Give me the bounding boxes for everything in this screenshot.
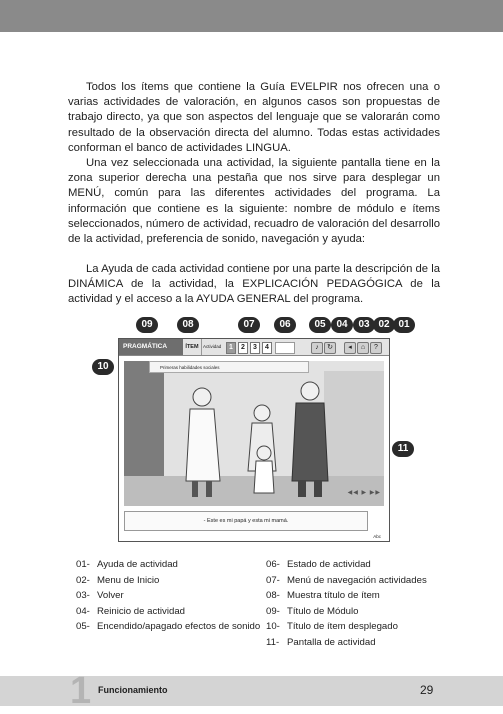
legend-row <box>266 619 457 635</box>
top-band <box>0 0 503 32</box>
intro-text <box>68 80 440 247</box>
sound-toggle-icon[interactable]: ♪ <box>311 342 323 354</box>
activity-status-box <box>275 342 295 354</box>
help-text <box>68 262 440 308</box>
legend-row <box>266 635 457 651</box>
legend-row <box>76 604 267 620</box>
legend-text: Volver <box>97 590 124 602</box>
paragraph-2: Una vez seleccionada una actividad, la siguiente pantalla tiene en la zona superior derecha una pestaña que nos sirve para desplegar un MENÚ, común para las diferentes actividades del programa. La información que contiene es la siguiente: nombre de módulo e ítems seleccionados, número de actividad, recuadro de valoración del desarrollo de la actividad, preferencia de sonido, navegación y ayuda: <box>68 157 440 246</box>
legend-text: Estado de actividad <box>287 559 371 570</box>
activity-number-button[interactable]: 2 <box>238 342 248 354</box>
legend-row <box>76 619 267 635</box>
legend-left <box>76 557 267 635</box>
legend-row <box>266 573 457 589</box>
back-icon[interactable]: ◂ <box>344 342 356 354</box>
legend-num: 08- <box>266 590 280 602</box>
callout-06: 06 <box>274 317 296 333</box>
legend-num: 07- <box>266 574 280 586</box>
activity-menu-bar <box>119 339 389 356</box>
activity-caption: - Este es mi papá y esta mi mamá. <box>124 511 368 531</box>
page-number: 29 <box>420 683 434 697</box>
legend-text: Título de Módulo <box>287 605 359 617</box>
legend-num: 10- <box>266 621 280 633</box>
legend-num: 03- <box>76 590 90 602</box>
legend-row <box>266 557 457 573</box>
paragraph-help: La Ayuda de cada actividad contiene por una parte la descripción de la DINÁMICA de la actividad, la EXPLICACIÓN PEDAGÓGICA de la actividad y el acceso a la AYUDA GENERAL del programa. <box>68 263 441 306</box>
reset-icon[interactable]: ↻ <box>324 342 336 354</box>
scene-illustration <box>124 361 384 506</box>
callout-11: 11 <box>392 441 414 457</box>
legend-text: Muestra título de ítem <box>287 590 380 602</box>
legend-text: Título de ítem desplegado <box>287 621 398 633</box>
activity-number-button[interactable]: 1 <box>226 342 236 354</box>
callout-02: 02 <box>373 317 395 333</box>
home-icon[interactable]: ⌂ <box>357 342 369 354</box>
callout-03: 03 <box>353 317 375 333</box>
activity-screen <box>124 361 384 506</box>
legend-num: 11- <box>266 636 280 648</box>
legend-row <box>266 588 457 604</box>
legend-text: Ayuda de actividad <box>97 559 178 570</box>
legend-row <box>76 573 267 589</box>
legend-num: 04- <box>76 605 90 617</box>
callout-01: 01 <box>393 317 415 333</box>
chapter-title: Funcionamiento <box>98 685 168 695</box>
legend-text: Menú de navegación actividades <box>287 574 427 586</box>
legend-num: 05- <box>76 621 90 633</box>
item-tab[interactable]: ÍTEM <box>183 339 202 355</box>
callout-04: 04 <box>331 317 353 333</box>
legend-row <box>266 604 457 620</box>
paragraph-1: Todos los ítems que contiene la Guía EVELPIR nos ofrecen una o varias actividades de valoración, en algunos casos son propuestas de trabajo directo, ya que son aspectos del lenguaje que se valorarán como resultado de la observación directa del alumno. Todas estas actividades conforman el banco de actividades LINGUA. <box>68 81 440 154</box>
legend-right <box>266 557 457 651</box>
activity-label: Actividad <box>203 344 222 349</box>
legend-row <box>76 588 267 604</box>
legend-row <box>76 557 267 573</box>
activity-number-button[interactable]: 3 <box>250 342 260 354</box>
legend-text: Menu de Inicio <box>97 574 160 586</box>
callout-08: 08 <box>177 317 199 333</box>
legend-text: Reinicio de actividad <box>97 605 185 617</box>
activity-number-button[interactable]: 4 <box>262 342 272 354</box>
item-dropdown[interactable]: Primeras habilidades sociales <box>149 361 309 373</box>
abc-label[interactable]: Abc <box>373 534 381 539</box>
callout-10: 10 <box>92 359 114 375</box>
callout-07: 07 <box>238 317 260 333</box>
help-icon[interactable]: ? <box>370 342 382 354</box>
legend-num: 09- <box>266 605 280 617</box>
legend-num: 01- <box>76 559 90 570</box>
callout-09: 09 <box>136 317 158 333</box>
screen-nav-arrows[interactable]: ◀◀ ▶ ▶▶ <box>347 490 381 496</box>
activity-screenshot <box>118 338 390 542</box>
legend-text: Pantalla de actividad <box>287 636 376 648</box>
callout-05: 05 <box>309 317 331 333</box>
chapter-number: 1 <box>70 676 92 706</box>
legend-text: Encendido/apagado efectos de sonido <box>97 621 261 633</box>
legend-num: 02- <box>76 574 90 586</box>
module-title: PRAGMÁTICA <box>119 339 183 355</box>
legend-num: 06- <box>266 559 280 570</box>
